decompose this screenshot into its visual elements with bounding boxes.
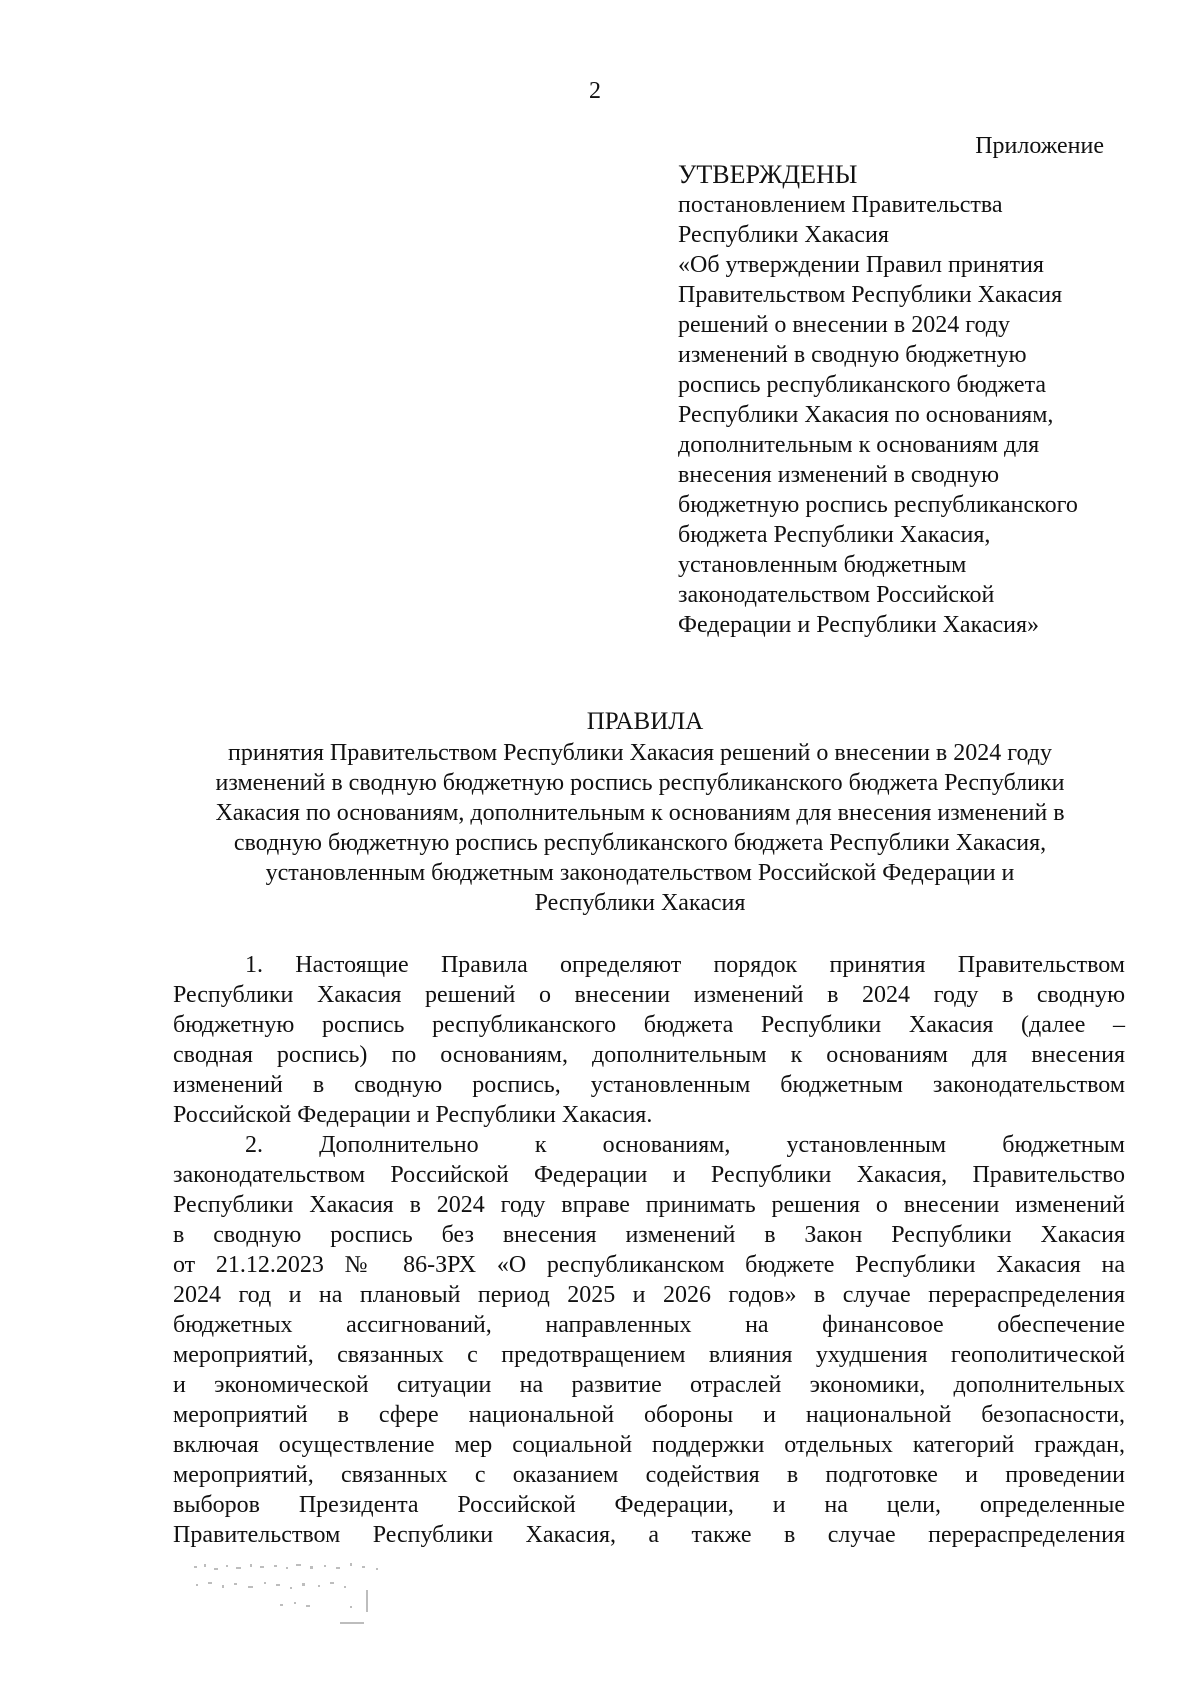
approval-line: Республики Хакасия — [678, 222, 889, 248]
paragraph-line: Правительством Республики Хакасия, а также в случае перераспределения — [173, 1522, 1125, 1548]
paragraph-line: сводная роспись) по основаниям, дополнительным к основаниям для внесения — [173, 1042, 1125, 1068]
approved-heading: УТВЕРЖДЕНЫ — [678, 160, 858, 189]
approval-line: решений о внесении в 2024 году — [678, 312, 1010, 338]
paragraph-line: изменений в сводную роспись, установленным бюджетным законодательством — [173, 1072, 1125, 1098]
approval-line: постановлением Правительства — [678, 192, 1003, 218]
approval-line: бюджетную роспись республиканского — [678, 492, 1078, 518]
paragraph-line: 2024 год и на плановый период 2025 и 2026 годов» в случае перераспределения — [173, 1282, 1125, 1308]
approval-line: «Об утверждении Правил принятия — [678, 252, 1044, 278]
paragraph-line: мероприятий, связанных с предотвращением влияния ухудшения геополитической — [173, 1342, 1125, 1368]
document-body — [173, 950, 1125, 1550]
approval-line: законодательством Российской — [678, 582, 995, 608]
paragraph-line: Республики Хакасия решений о внесении изменений в 2024 году в сводную — [173, 982, 1125, 1008]
approval-line: изменений в сводную бюджетную — [678, 342, 1027, 368]
subtitle-line: принятия Правительством Республики Хакасия решений о внесении в 2024 году — [227, 740, 1053, 766]
paragraph-line: мероприятий в сфере национальной обороны и национальной безопасности, — [173, 1402, 1125, 1428]
document-title: ПРАВИЛА — [586, 708, 704, 735]
appendix-label: Приложение — [975, 133, 1104, 159]
paragraph-line: включая осуществление мер социальной поддержки отдельных категорий граждан, — [173, 1432, 1125, 1458]
paragraph-line: в сводную роспись без внесения изменений в Закон Республики Хакасия — [173, 1222, 1125, 1248]
approval-line: бюджета Республики Хакасия, — [678, 522, 991, 548]
paragraph-line: Республики Хакасия в 2024 году вправе принимать решения о внесении изменений — [173, 1192, 1125, 1218]
subtitle-line: Республики Хакасия — [534, 890, 746, 916]
paragraph-line: бюджетных ассигнований, направленных на финансовое обеспечение — [173, 1312, 1125, 1338]
paragraph-line: мероприятий, связанных с оказанием содействия в подготовке и проведении — [173, 1462, 1125, 1488]
paragraph-1 — [173, 950, 1125, 1130]
paragraph-2 — [173, 1130, 1125, 1550]
subtitle-line: изменений в сводную бюджетную роспись республиканского бюджета Республики — [215, 770, 1065, 796]
paragraph-line: 2. Дополнительно к основаниям, установленным бюджетным — [245, 1132, 1125, 1158]
approval-line: установленным бюджетным — [678, 552, 967, 578]
approval-line: Республики Хакасия по основаниям, — [678, 402, 1054, 428]
paragraph-line: и экономической ситуации на развитие отраслей экономики, дополнительных — [173, 1372, 1125, 1398]
subtitle-line: Хакасия по основаниям, дополнительным к основаниям для внесения изменений в — [215, 800, 1065, 826]
subtitle-line: установленным бюджетным законодательством Российской Федерации и — [265, 860, 1015, 886]
paragraph-line: от 21.12.2023 № 86-ЗРХ «О республиканском бюджете Республики Хакасия на — [173, 1252, 1125, 1278]
approval-block — [678, 160, 1148, 640]
paragraph-line: выборов Президента Российской Федерации, и на цели, определенные — [173, 1492, 1125, 1518]
paragraph-line: 1. Настоящие Правила определяют порядок принятия Правительством — [245, 952, 1125, 978]
subtitle-line: сводную бюджетную роспись республиканского бюджета Республики Хакасия, — [233, 830, 1047, 856]
approval-line: дополнительным к основаниям для — [678, 432, 1040, 458]
approval-line: внесения изменений в сводную — [678, 462, 1000, 488]
approval-line: Федерации и Республики Хакасия» — [678, 612, 1040, 638]
paragraph-line: законодательством Российской Федерации и Республики Хакасия, Правительство — [173, 1162, 1125, 1188]
approval-line: роспись республиканского бюджета — [678, 372, 1047, 398]
document-subtitle — [160, 738, 1120, 918]
paragraph-line: бюджетную роспись республиканского бюджета Республики Хакасия (далее – — [173, 1012, 1125, 1038]
scan-noise-mark — [190, 1560, 410, 1630]
approval-line: Правительством Республики Хакасия — [678, 282, 1063, 308]
page-number: 2 — [589, 78, 601, 104]
paragraph-line: Российской Федерации и Республики Хакасия. — [173, 1102, 653, 1128]
